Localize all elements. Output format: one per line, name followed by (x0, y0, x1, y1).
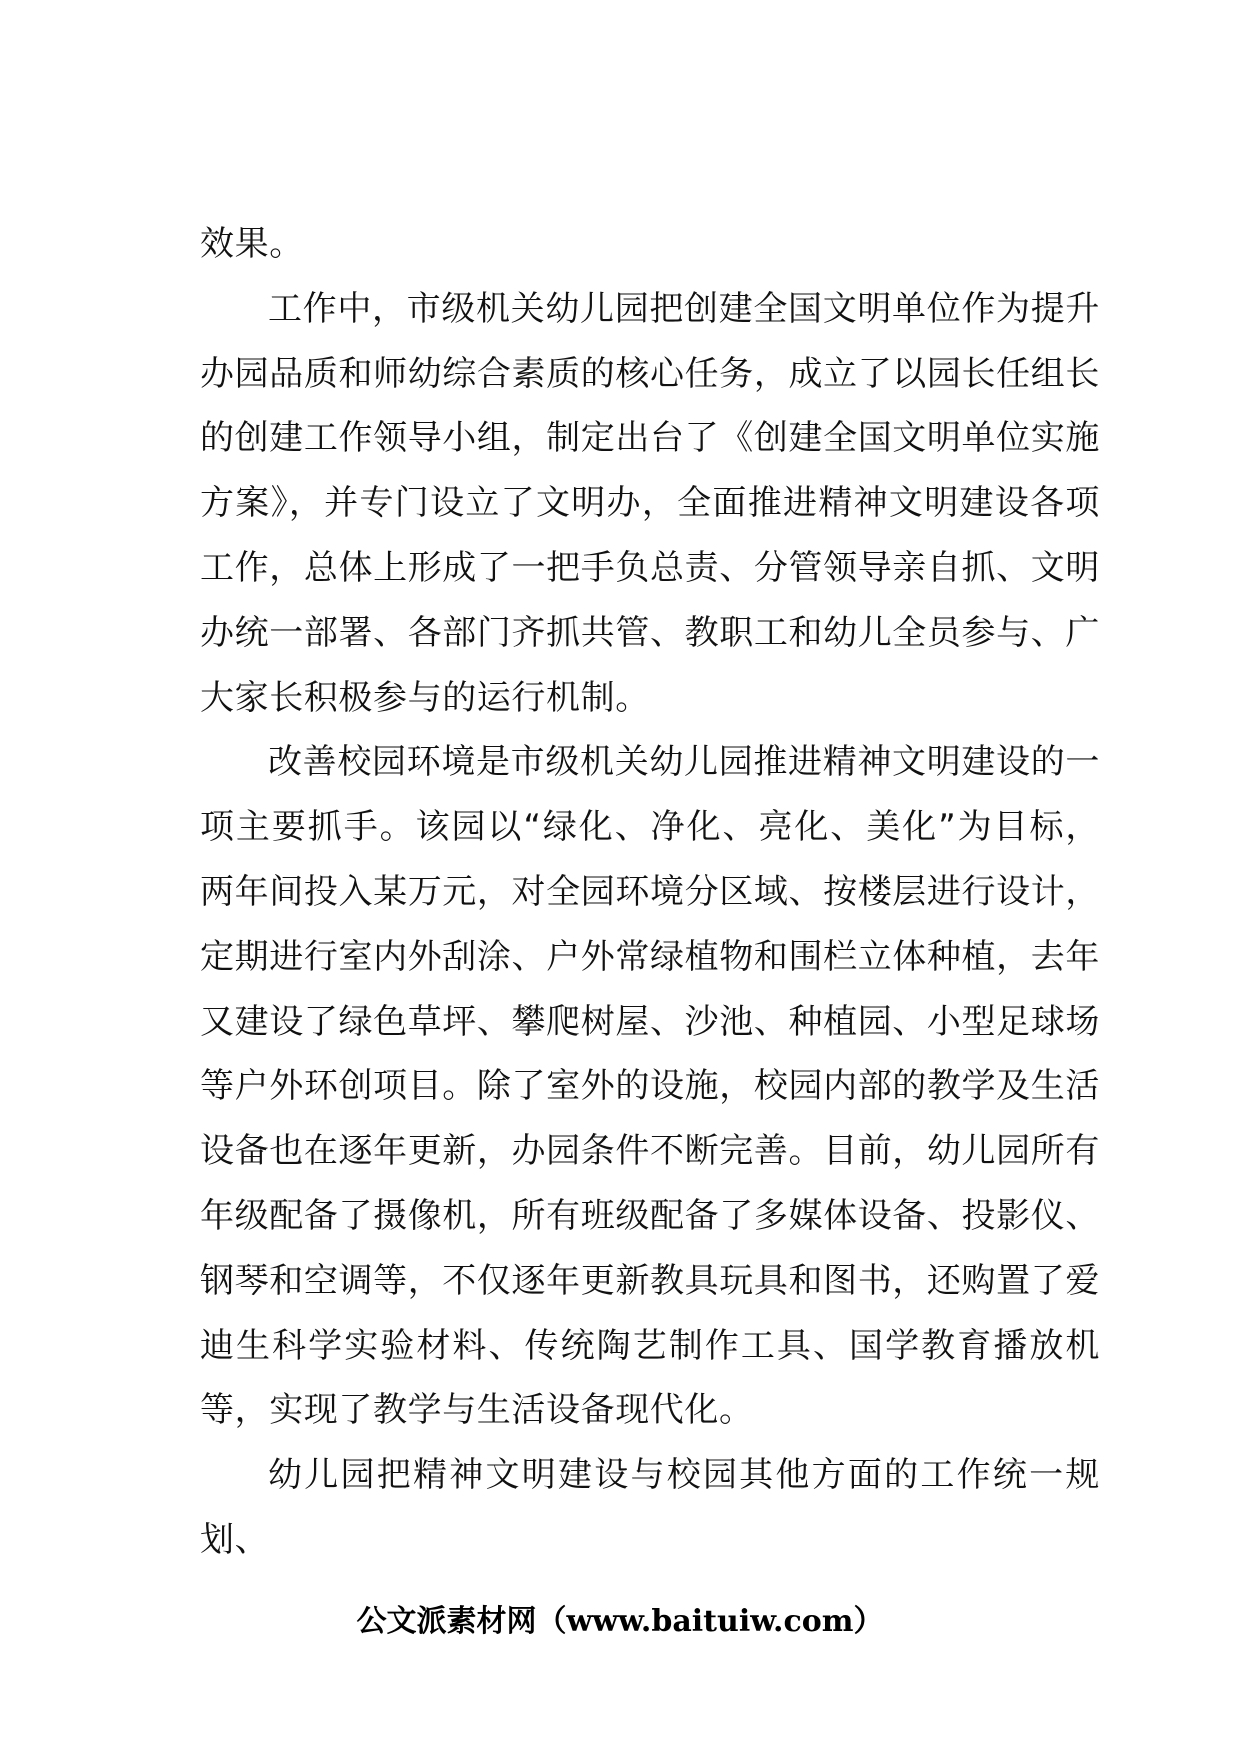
document-body (200, 212, 1100, 1573)
paragraph-planning: 幼儿园把精神文明建设与校园其他方面的工作统一规划、 (200, 1455, 1100, 1560)
paragraph-continuation: 效果。 (200, 224, 304, 264)
paragraph-environment: 改善校园环境是市级机关幼儿园推进精神文明建设的一项主要抓手。该园以“绿化、净化、亮化、美化”为目标，两年间投入某万元，对全园环境分区域、按楼层进行设计，定期进行室内外刮涂、户外常绿植物和围栏立体种植，去年又建设了绿色草坪、攀爬树屋、沙池、种植园、小型足球场等户外环创项目。除了室外的设施，校园内部的教学及生活设备也在逐年更新，办园条件不断完善。目前，幼儿园所有年级配备了摄像机，所有班级配备了多媒体设备、投影仪、钢琴和空调等，不仅逐年更新教具玩具和图书，还购置了爱迪生科学实验材料、传统陶艺制作工具、国学教育播放机等，实现了教学与生活设备现代化。 (200, 742, 1100, 1431)
footer-watermark: 公文派素材网（www.baituiw.com） (356, 1604, 884, 1639)
paragraph-organization: 工作中，市级机关幼儿园把创建全国文明单位作为提升办园品质和师幼综合素质的核心任务，成立了以园长任组长的创建工作领导小组，制定出台了《创建全国文明单位实施方案》，并专门设立了文明办，全面推进精神文明建设各项工作，总体上形成了一把手负总责、分管领导亲自抓、文明办统一部署、各部门齐抓共管、教职工和幼儿全员参与、广大家长积极参与的运行机制。 (200, 288, 1100, 718)
